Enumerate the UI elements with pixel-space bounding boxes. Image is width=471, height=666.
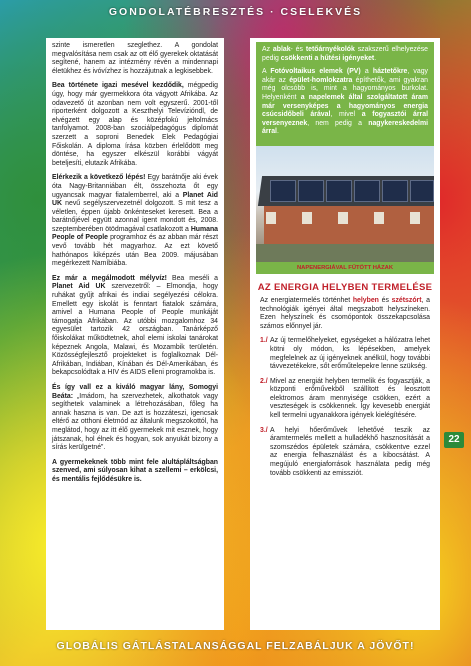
list-item-number: 3./ xyxy=(260,426,268,434)
paragraph-2-lead: Bea története igazi mesével kezdődik, xyxy=(52,82,184,90)
paragraph-1: szinte ismeretlen szeglethez. A gondolat megvalósítása nem csak az ott élő gyerekek oktatását segítené, hanem az intézmény révén a mindennapi életükhez és ivóvízhez is hozzájutnak a legkisebbek. xyxy=(52,42,218,75)
paragraph-3-text-c: programhoz és az abban már részt vevő tovább hét magyarhoz. Az ezt követő hathónapos kiképzés után Bea 2009. májusában megérkezett Namíbiába. xyxy=(52,234,218,268)
section-heading: AZ ENERGIA HELYBEN TERMELÉSE xyxy=(257,281,433,293)
right-article-column xyxy=(250,38,440,630)
list-item-text: Az új termelőhelyeket, egységeket a hálózatra lehet kötni oly módon, ks lépésekben, amelyek megfelelnek az új igényeknek anélkül, hogy további távvezetékekre, sőt erőműtelepekre lenne szükség. xyxy=(270,337,430,371)
green-paragraph-2: A Fotóvoltaikus elemek (PV) a háztetőkre, vagy akár az épület-homlokzatra építhetők, ami gyakran még olcsóbb is, mint a hagyományos burkolat. Helyenként a napelemek által szolgáltatott áram már versenyképes a hagyományos energia csúcsidőbeli árával, mivel a fogyasztói árral versenyeznek, nem pedig a nagykereskedelmi árral. xyxy=(262,68,429,136)
section-intro: Az energiatermelés történhet helyben és szétszórt, a technológiák igényei által megszabott helyszíneken. Ezen helyszínek és csomópontok összekapcsolása számos előnnyel jár. xyxy=(260,296,430,330)
paragraph-6 xyxy=(52,459,218,485)
paragraph-3-text-b: nevű segélyszervezetnél dolgozott. S mit tesz a véletlen, éppen újabb önkénteseket keresett. Bea a barátnőjével együtt azonnal igent mondott és, 2008. szeptemberében ötödmagával csatlakozott a xyxy=(52,200,218,233)
list-item-text: Mivel az energiát helyben termelik és fogyasztják, a központi erőművekből szállított és leosztott elektromos áram mennyisége csökken, ezért a veszteségek is csökkennek. Így kevesebb energiát kell termelni ugyanakkora igények kielégítésére. xyxy=(270,377,430,420)
paragraph-5 xyxy=(52,384,218,453)
paragraph-2 xyxy=(52,82,218,168)
paragraph-3-text-a: Egy barátnője aki évek óta Nagy-Britanniában élt, összehozta őt egy ugyancsak magyar fiatalemberrel, aki a xyxy=(52,174,218,199)
list-item xyxy=(260,427,430,479)
left-article-column xyxy=(46,38,224,630)
list-item xyxy=(260,378,430,421)
solar-houses-photo xyxy=(256,146,434,262)
paragraph-2-text: mégpedig úgy, hogy már gyermekkora óta vágyott Afrikába. Az odavezető út azonban nem volt egyszerű. 2001-től riporterként dolgozott a Keszthelyi Televízióndl, de elvégzett egy alap és középfokú jeltolmács tanfolyamot. 2008-ban szociálpedagógus diplomát szerzett a soproni Benedek Elek Pedagógiai Főiskolán. A diploma írása közben érlelődött meg döntése, ha egyszer elkészül korábbi vágyát beteljesíti, elutazik Afrikába. xyxy=(52,82,218,167)
paragraph-4-text-b: szervezetről: – Elmondja, hogy ruhákat gyűjt afrikai és indiai segélyezési célokra. Emellett egy iskolát is fenntart fiatalok számára, amivel a Humana People of People munkáját támogatja Afrikában. Az utóbbi mozgalomhoz 34 egyesület tartozik 42 országban. Tanárképző főiskolákat működtetnek, ahol elemi iskolai tanárokat képeznek Angola, Malawi, és Mozambik területén. Közösségfejlesztő projekteket is foglalkoznak Dél-Afrikában, Indiában, Kínában és Dél-Amerikában, és bekapcsolódtak a HIV és AIDS elleni programokba is. xyxy=(52,283,218,377)
running-header: GONDOLATÉBRESZTÉS · CSELEKVÉS xyxy=(108,6,363,18)
org-planet-aid-2: Planet Aid UK xyxy=(52,283,106,291)
paragraph-4-lead: Ez már a megálmodott mélyvíz! xyxy=(52,274,167,282)
page-number: 22 xyxy=(444,432,464,448)
list-item-text: A helyi hőerőművek lehetővé teszik az áramtermelés mellett a hulladékhő hasznosítását a szomszédos épületek számára, csökkentve ezzel az energia felhasználást és a kibocsátást. A megújuló energiaforrások használata pedig még tovább csökkenti az emissziót. xyxy=(270,426,430,477)
list-item xyxy=(260,337,430,371)
running-footer: GLOBÁLIS GÁTLÁSTALANSÁGGAL FELZABÁLJUK A JÖVŐT! xyxy=(56,640,415,652)
photo-caption: NAPENERGIÁVAL FŰTÖTT HÁZAK xyxy=(256,262,434,274)
green-info-box xyxy=(256,42,434,146)
paragraph-5-text: „Imádom, ha szervezhetek, alkothatok vagy segíthetek valaminek a létrehozásában, főleg ha annak haszna is van. De azt is hozzáteszi, igencsak eltérő az otthoni életmód az általunk megszokottól, ha meglátod, hogy az itt élő gyermekek mit esznek, hogy játszanak, hol élnek és hogyan, sok anyukát bizony a sírás kerülgetné”. xyxy=(52,392,218,452)
org-humana: Humana People of People xyxy=(52,225,218,242)
org-planet-aid: Planet Aid UK xyxy=(52,191,218,208)
paragraph-3 xyxy=(52,174,218,269)
paragraph-4-text-a: Bea meséli a xyxy=(166,274,218,282)
green-paragraph-1: Az ablak- és tetőárnyékolók szakszerű elhelyezése pedig csökkenti a hűtési igényeket. xyxy=(262,46,428,62)
list-item-number: 2./ xyxy=(260,377,268,385)
paragraph-5-lead: És így vall ez a kiváló magyar lány, Somogyi Beáta: xyxy=(52,383,218,400)
paragraph-3-lead: Elérkezik a következő lépés! xyxy=(52,174,146,182)
list-item-number: 1./ xyxy=(260,337,268,345)
paragraph-6-text: A gyermekeknek több mint fele alultápláltságban szenved, ami súlyosan kihat a szellemi – erkölcsi, és mentális fejlődésükre is. xyxy=(52,458,218,483)
paragraph-4 xyxy=(52,275,218,378)
